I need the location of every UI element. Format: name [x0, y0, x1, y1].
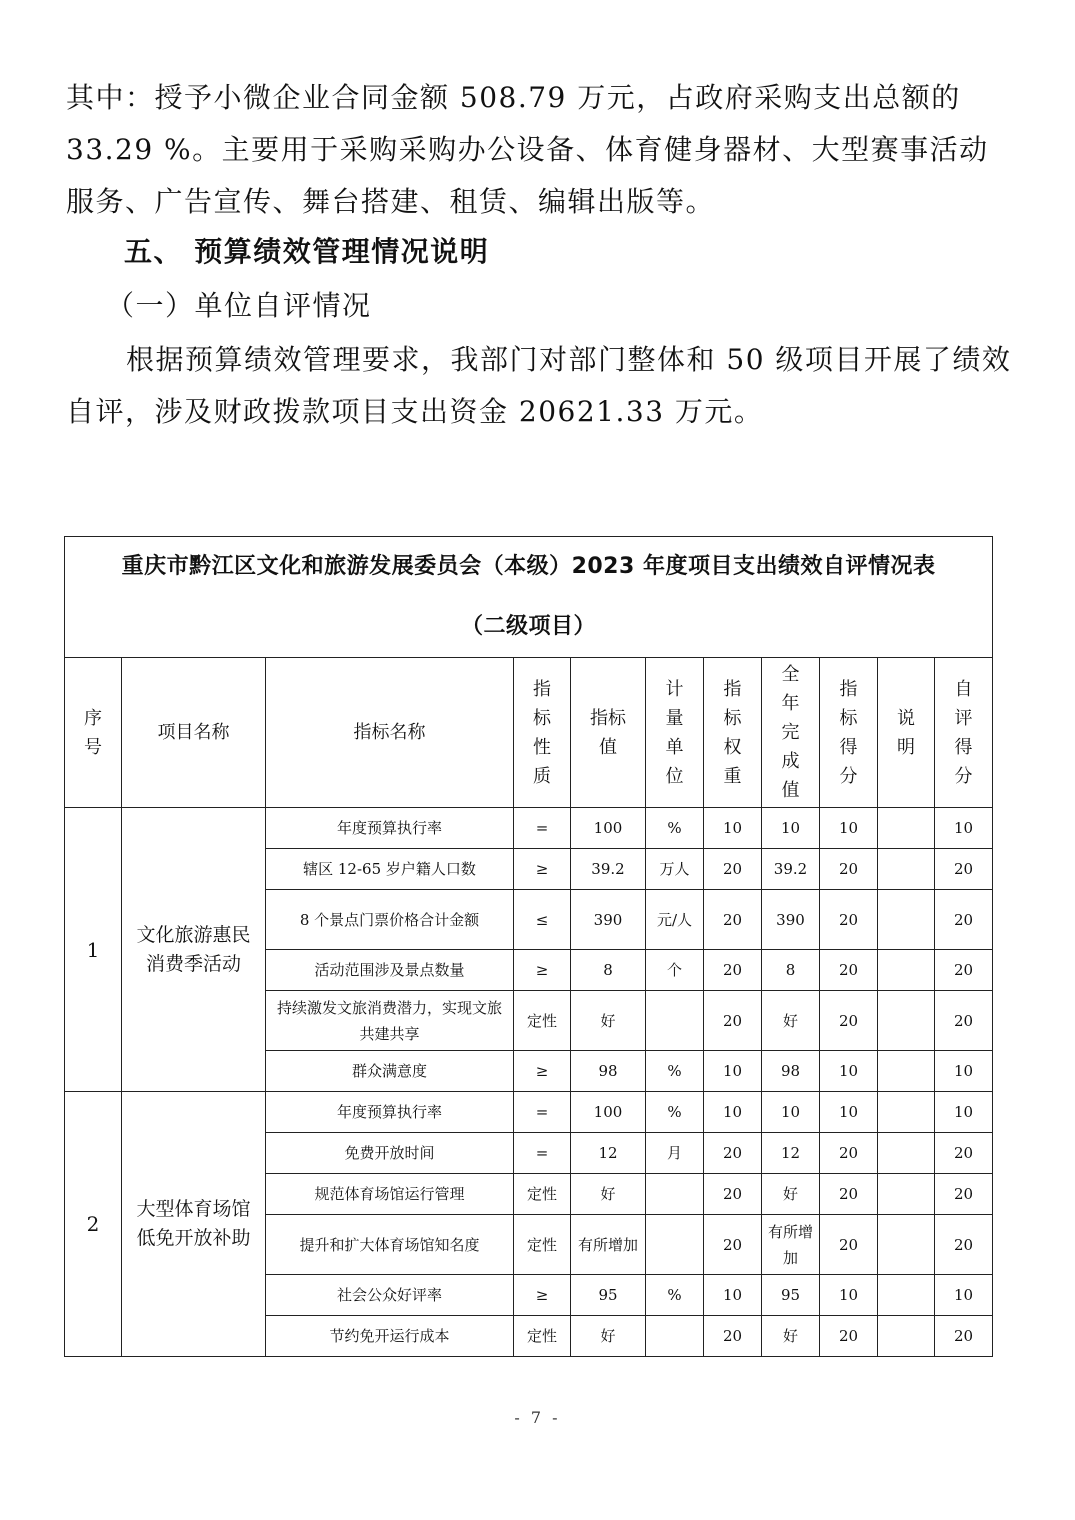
- indicator-value: 好: [571, 1316, 646, 1357]
- indicator-name: 群众满意度: [266, 1051, 514, 1092]
- actual-value: 95: [762, 1275, 820, 1316]
- header-note: 说明: [878, 658, 935, 808]
- actual-value: 有所增加: [762, 1215, 820, 1275]
- header-weight: 指标权重: [704, 658, 762, 808]
- project-name: 大型体育场馆低免开放补助: [122, 1092, 266, 1357]
- indicator-nature: 定性: [514, 1174, 571, 1215]
- project-seq: 1: [65, 808, 122, 1092]
- indicator-nature: 定性: [514, 1316, 571, 1357]
- indicator-value: 95: [571, 1275, 646, 1316]
- indicator-weight: 10: [704, 1275, 762, 1316]
- intro-paragraph: 其中：授予小微企业合同金额 508.79 万元，占政府采购支出总额的 33.29 %。主要用于采购采购办公设备、体育健身器材、大型赛事活动服务、广告宣传、舞台搭建、租赁、编辑出版等。: [66, 81, 989, 218]
- header-nature: 指标性质: [514, 658, 571, 808]
- indicator-weight: 20: [704, 890, 762, 950]
- note: [878, 991, 935, 1051]
- indicator-weight: 20: [704, 849, 762, 890]
- indicator-name: 年度预算执行率: [266, 808, 514, 849]
- indicator-name: 节约免开运行成本: [266, 1316, 514, 1357]
- header-indicator: 指标名称: [266, 658, 514, 808]
- indicator-score: 20: [820, 1215, 878, 1275]
- indicator-value: 39.2: [571, 849, 646, 890]
- indicator-name: 辖区 12-65 岁户籍人口数: [266, 849, 514, 890]
- indicator-weight: 20: [704, 1316, 762, 1357]
- indicator-nature: ≤: [514, 890, 571, 950]
- indicator-score: 20: [820, 950, 878, 991]
- table-title-line2: （二级项目）: [461, 614, 597, 639]
- note: [878, 1215, 935, 1275]
- note: [878, 1275, 935, 1316]
- indicator-unit: 个: [646, 950, 704, 991]
- self-eval-paragraph: 根据预算绩效管理要求，我部门对部门整体和 50 级项目开展了绩效自评，涉及财政拨款项目支出资金 20621.33 万元。: [66, 343, 1012, 428]
- self-score: 10: [935, 808, 993, 849]
- actual-value: 8: [762, 950, 820, 991]
- indicator-unit: %: [646, 1051, 704, 1092]
- indicator-value: 8: [571, 950, 646, 991]
- indicator-nature: 定性: [514, 1215, 571, 1275]
- section-heading: 五、 预算绩效管理情况说明: [124, 235, 490, 268]
- self-score: 20: [935, 890, 993, 950]
- actual-value: 390: [762, 890, 820, 950]
- self-score: 20: [935, 1215, 993, 1275]
- self-score: 10: [935, 1092, 993, 1133]
- self-score: 20: [935, 1133, 993, 1174]
- indicator-value: 100: [571, 1092, 646, 1133]
- self-score: 10: [935, 1275, 993, 1316]
- self-score: 20: [935, 950, 993, 991]
- indicator-name: 社会公众好评率: [266, 1275, 514, 1316]
- indicator-weight: 10: [704, 1051, 762, 1092]
- indicator-nature: 定性: [514, 991, 571, 1051]
- actual-value: 12: [762, 1133, 820, 1174]
- indicator-nature: ≥: [514, 1275, 571, 1316]
- actual-value: 98: [762, 1051, 820, 1092]
- indicator-value: 100: [571, 808, 646, 849]
- indicator-value: 390: [571, 890, 646, 950]
- indicator-value: 有所增加: [571, 1215, 646, 1275]
- indicator-weight: 20: [704, 991, 762, 1051]
- indicator-nature: =: [514, 1092, 571, 1133]
- note: [878, 1174, 935, 1215]
- self-score: 20: [935, 1174, 993, 1215]
- indicator-weight: 20: [704, 1174, 762, 1215]
- header-project: 项目名称: [122, 658, 266, 808]
- indicator-name: 规范体育场馆运行管理: [266, 1174, 514, 1215]
- indicator-unit: [646, 1316, 704, 1357]
- indicator-unit: 元/人: [646, 890, 704, 950]
- indicator-score: 20: [820, 991, 878, 1051]
- self-score: 20: [935, 1316, 993, 1357]
- indicator-score: 10: [820, 1275, 878, 1316]
- indicator-score: 20: [820, 849, 878, 890]
- table-row: [65, 1092, 993, 1133]
- note: [878, 808, 935, 849]
- indicator-name: 免费开放时间: [266, 1133, 514, 1174]
- indicator-weight: 20: [704, 1133, 762, 1174]
- indicator-score: 20: [820, 890, 878, 950]
- header-unit: 计量单位: [646, 658, 704, 808]
- self-score: 20: [935, 991, 993, 1051]
- indicator-nature: =: [514, 808, 571, 849]
- self-score: 20: [935, 849, 993, 890]
- subsection-heading: （一）单位自评情况: [106, 289, 372, 322]
- indicator-name: 年度预算执行率: [266, 1092, 514, 1133]
- performance-table: [64, 536, 993, 1357]
- header-self-score: 自评得分: [935, 658, 993, 808]
- project-seq: 2: [65, 1092, 122, 1357]
- actual-value: 39.2: [762, 849, 820, 890]
- indicator-unit: 月: [646, 1133, 704, 1174]
- indicator-score: 10: [820, 808, 878, 849]
- indicator-name: 8 个景点门票价格合计金额: [266, 890, 514, 950]
- indicator-weight: 20: [704, 1215, 762, 1275]
- table-title-line1: 重庆市黔江区文化和旅游发展委员会（本级）2023 年度项目支出绩效自评情况表: [121, 554, 936, 579]
- table-row: [65, 808, 993, 849]
- indicator-value: 好: [571, 1174, 646, 1215]
- indicator-name: 活动范围涉及景点数量: [266, 950, 514, 991]
- note: [878, 950, 935, 991]
- indicator-unit: %: [646, 808, 704, 849]
- project-name: 文化旅游惠民消费季活动: [122, 808, 266, 1092]
- indicator-name: 提升和扩大体育场馆知名度: [266, 1215, 514, 1275]
- header-score: 指标得分: [820, 658, 878, 808]
- indicator-weight: 10: [704, 1092, 762, 1133]
- indicator-weight: 20: [704, 950, 762, 991]
- indicator-unit: [646, 991, 704, 1051]
- indicator-unit: %: [646, 1275, 704, 1316]
- indicator-score: 20: [820, 1133, 878, 1174]
- note: [878, 1051, 935, 1092]
- table-title: [65, 537, 993, 658]
- actual-value: 好: [762, 1316, 820, 1357]
- indicator-value: 12: [571, 1133, 646, 1174]
- note: [878, 890, 935, 950]
- actual-value: 10: [762, 1092, 820, 1133]
- page-number: - 7 -: [514, 1408, 561, 1427]
- indicator-name: 持续激发文旅消费潜力，实现文旅共建共享: [266, 991, 514, 1051]
- indicator-nature: ≥: [514, 950, 571, 991]
- indicator-score: 20: [820, 1316, 878, 1357]
- indicator-nature: =: [514, 1133, 571, 1174]
- indicator-score: 10: [820, 1092, 878, 1133]
- note: [878, 1092, 935, 1133]
- actual-value: 好: [762, 1174, 820, 1215]
- indicator-nature: ≥: [514, 849, 571, 890]
- header-seq: 序号: [65, 658, 122, 808]
- indicator-unit: 万人: [646, 849, 704, 890]
- note: [878, 849, 935, 890]
- indicator-weight: 10: [704, 808, 762, 849]
- indicator-unit: [646, 1215, 704, 1275]
- note: [878, 1133, 935, 1174]
- self-score: 10: [935, 1051, 993, 1092]
- note: [878, 1316, 935, 1357]
- indicator-nature: ≥: [514, 1051, 571, 1092]
- header-actual: 全年完成值: [762, 658, 820, 808]
- indicator-unit: [646, 1174, 704, 1215]
- actual-value: 好: [762, 991, 820, 1051]
- indicator-value: 好: [571, 991, 646, 1051]
- actual-value: 10: [762, 808, 820, 849]
- indicator-score: 10: [820, 1051, 878, 1092]
- indicator-unit: %: [646, 1092, 704, 1133]
- indicator-score: 20: [820, 1174, 878, 1215]
- header-value: 指标值: [571, 658, 646, 808]
- indicator-value: 98: [571, 1051, 646, 1092]
